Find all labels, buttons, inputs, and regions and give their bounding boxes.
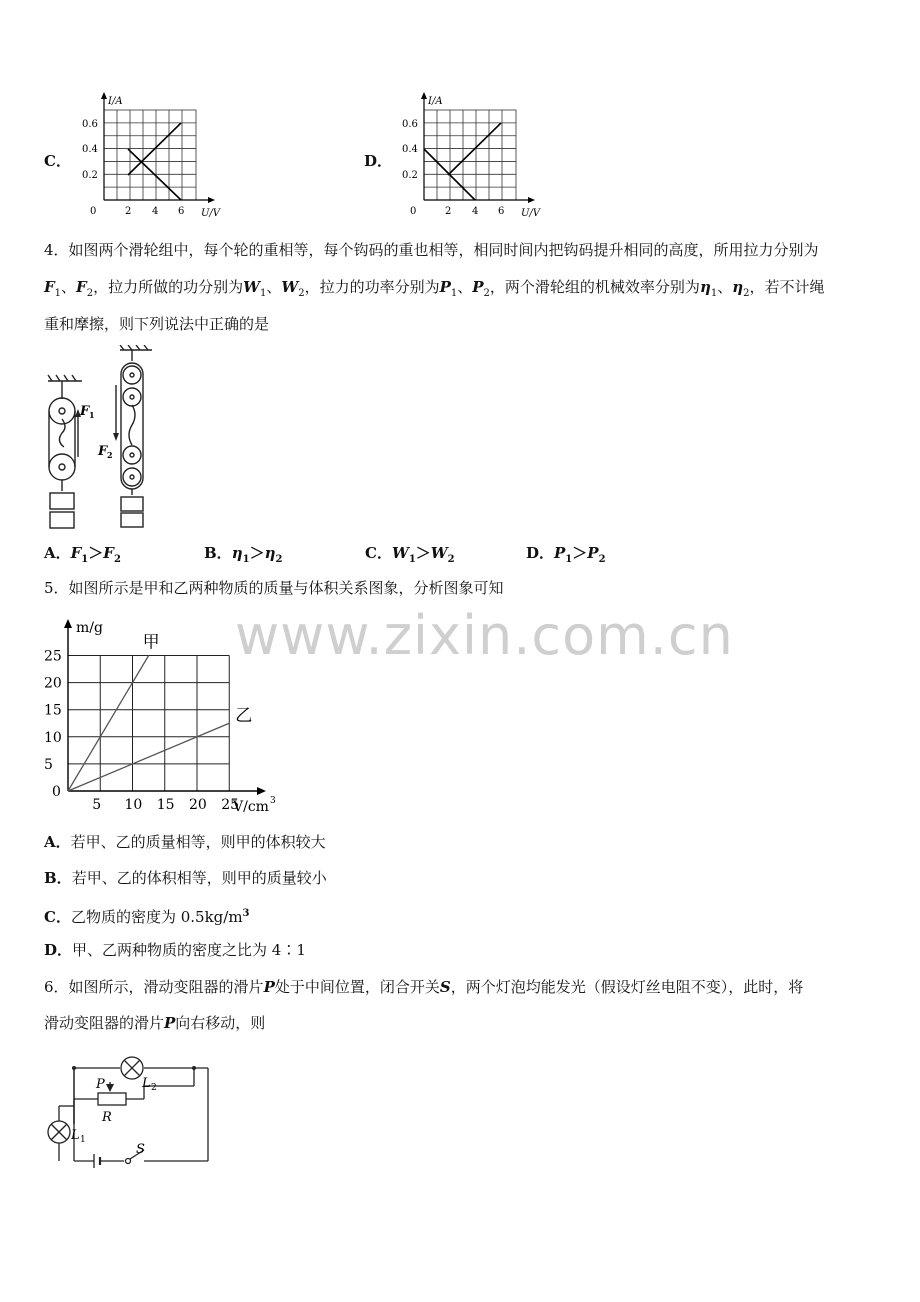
q5-option-a[interactable]: A．若甲、乙的质量相等，则甲的体积较大 <box>44 833 326 851</box>
x-tick: 2 <box>445 206 452 217</box>
x-tick: 6 <box>498 206 505 217</box>
x-axis-label: V/cm <box>233 799 269 815</box>
series-label-yi: 乙 <box>235 706 253 727</box>
mass-volume-chart <box>40 616 290 816</box>
y-axis-label: m/g <box>76 620 103 636</box>
x-tick: 0 <box>90 206 97 217</box>
y-tick-label: 20 <box>44 675 62 692</box>
q4-option-a[interactable]: A．$F_1>F_2$ <box>44 544 121 565</box>
q4-option-c[interactable]: C．$W_1>W_2$ <box>365 544 455 565</box>
x-tick: 6 <box>178 206 185 217</box>
x-tick-label: 10 <box>124 797 143 813</box>
x-axis-label: U/V <box>201 208 221 219</box>
y-tick: 0.2 <box>82 170 98 181</box>
svg-text:F: F <box>80 404 90 419</box>
origin-label: 0 <box>52 784 61 800</box>
y-axis-label: I/A <box>108 96 123 107</box>
y-tick: 0.4 <box>82 144 98 155</box>
y-axis-label: I/A <box>428 96 443 107</box>
option-d-label: D． <box>364 152 393 170</box>
q5-option-b[interactable]: B．若甲、乙的体积相等，则甲的质量较小 <box>44 869 327 887</box>
svg-text:2: 2 <box>107 450 113 460</box>
svg-text:P: P <box>96 1077 105 1092</box>
circuit-diagram <box>44 1046 219 1174</box>
x-tick-label: 25 <box>221 797 240 813</box>
q5-option-d[interactable]: D．甲、乙两种物质的密度之比为 4∶1 <box>44 941 306 959</box>
svg-text:1: 1 <box>80 1135 86 1145</box>
y-tick-label: 5 <box>44 756 53 773</box>
graph-grid <box>104 110 196 200</box>
option-c-label: C． <box>44 152 71 170</box>
series-line-0 <box>68 656 149 792</box>
x-tick-label: 5 <box>92 797 102 813</box>
series-line-1 <box>68 723 229 791</box>
q5-stem: 5．如图所示是甲和乙两种物质的质量与体积关系图象，分析图象可知 <box>44 579 504 597</box>
y-tick: 0.4 <box>402 144 418 155</box>
q4-line3: 重和摩擦，则下列说法中正确的是 <box>44 315 270 333</box>
y-tick: 0.6 <box>402 119 418 130</box>
question-number: 5． <box>44 579 69 597</box>
pulley-figure <box>40 345 170 531</box>
y-tick: 0.6 <box>82 119 98 130</box>
y-tick-label: 10 <box>44 729 62 746</box>
x-tick: 0 <box>410 206 417 217</box>
svg-text:L: L <box>142 1076 151 1091</box>
line-rising <box>448 123 501 175</box>
watermark: www.zixin.com.cn <box>235 604 734 667</box>
rheostat <box>98 1093 126 1105</box>
x-tick: 2 <box>125 206 132 217</box>
svg-text:S: S <box>136 1142 145 1157</box>
x-tick: 4 <box>472 206 479 217</box>
question-number: 6． <box>44 978 69 996</box>
graph-option-c <box>80 88 230 220</box>
q4-line2: $F_1$、$F_2$，拉力所做的功分别为$W_1$、$W_2$，拉力的功率分别为$P_1$、$P_2$，两个滑轮组的机械效率分别为$\eta_1$、$\eta_2$，若不计绳 <box>44 278 825 299</box>
graph-option-d <box>400 88 550 220</box>
x-tick-label: 20 <box>189 797 207 813</box>
svg-text:1: 1 <box>89 410 95 420</box>
x-axis-label: U/V <box>521 208 541 219</box>
line-rising <box>128 123 181 175</box>
q6-line1: 6．如图所示，滑动变阻器的滑片P处于中间位置，闭合开关S，两个灯泡均能发光（假设灯丝电阻不变），此时，将 <box>44 978 804 996</box>
chart-grid <box>68 656 229 792</box>
q5-option-c[interactable]: C．乙物质的密度为 $0.5kg/m^3$ <box>44 908 250 926</box>
svg-text:L: L <box>71 1128 80 1143</box>
q4-text: 如图两个滑轮组中，每个轮的重相等，每个钩码的重也相等，相同时间内把钩码提升相同的高度，所用拉力分别为 <box>68 241 819 259</box>
y-tick-label: 25 <box>44 648 62 665</box>
y-tick: 0.2 <box>402 170 418 181</box>
q4-option-b[interactable]: B．$\eta_1>\eta_2$ <box>204 544 283 565</box>
x-axis-label-sup: 3 <box>270 796 276 806</box>
x-tick: 4 <box>152 206 159 217</box>
q4-option-d[interactable]: D．$P_1>P_2$ <box>526 544 606 565</box>
svg-text:2: 2 <box>151 1083 157 1093</box>
y-tick-label: 15 <box>44 702 62 719</box>
q6-line2: 滑动变阻器的滑片P向右移动，则 <box>44 1014 266 1032</box>
series-label-jia: 甲 <box>142 632 160 653</box>
svg-text:R: R <box>102 1110 112 1125</box>
svg-text:F: F <box>98 444 108 459</box>
question-number: 4． <box>44 241 69 259</box>
q4-line1 <box>44 233 819 267</box>
x-tick-label: 15 <box>156 797 175 813</box>
